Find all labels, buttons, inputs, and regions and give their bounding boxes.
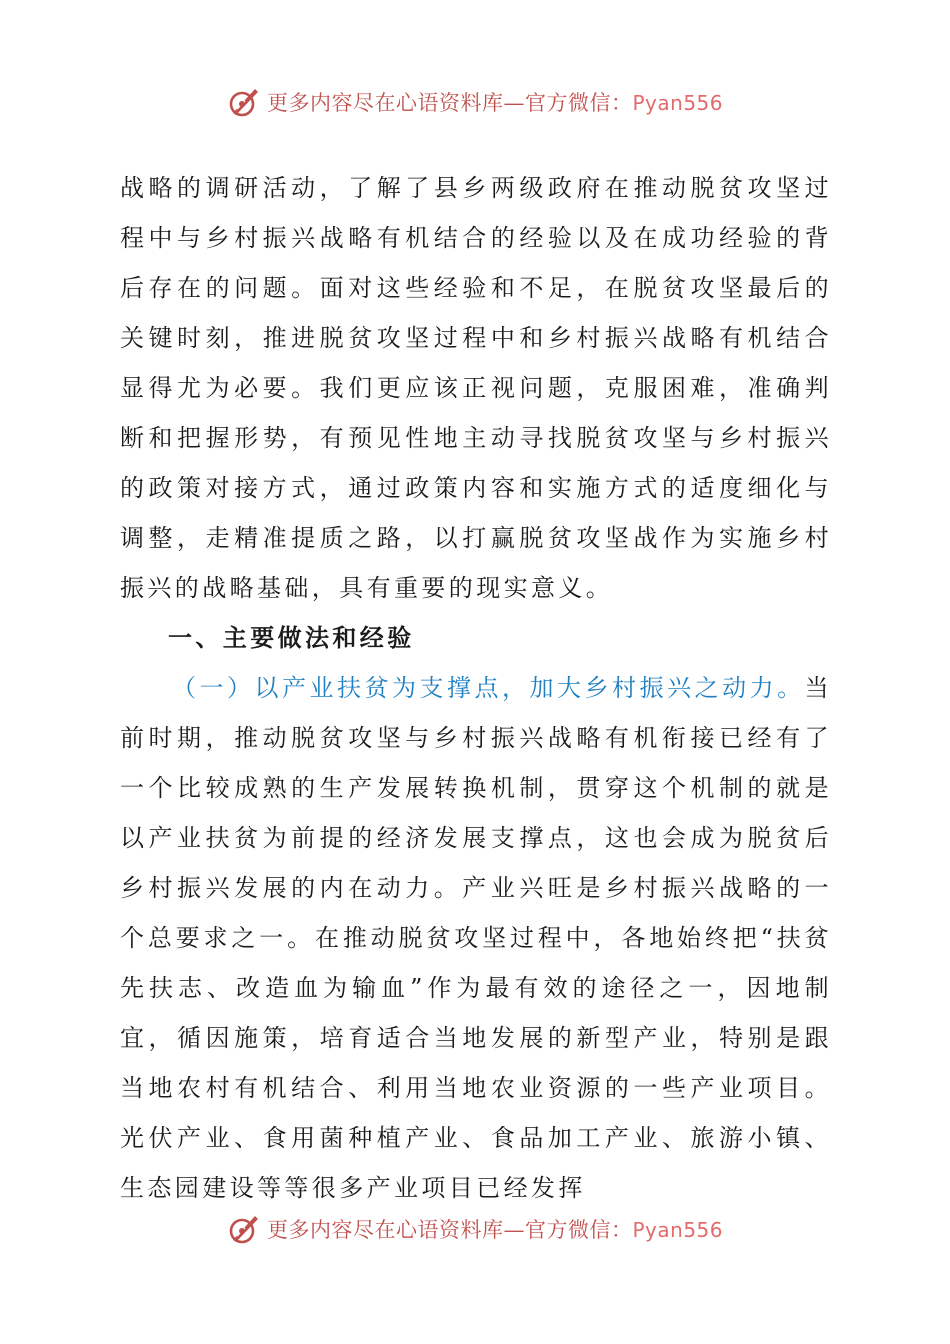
header-banner-text: 更多内容尽在心语资料库—官方微信：Pyan556 bbox=[266, 91, 723, 115]
wechat-id: Pyan556 bbox=[632, 91, 723, 115]
body-paragraph-2 bbox=[120, 663, 832, 1213]
subsection-heading: （一）以产业扶贫为支撑点，加大乡村振兴之动力。 bbox=[172, 674, 805, 702]
section-heading: 一、主要做法和经验 bbox=[168, 624, 415, 652]
quill-pen-icon bbox=[227, 1212, 261, 1246]
body-paragraph-2-text: 当前时期，推动脱贫攻坚与乡村振兴战略有机衔接已经有了一个比较成熟的生产发展转换机制，贯穿这个机制的就是以产业扶贫为前提的经济发展支撑点，这也会成为脱贫后乡村振兴发展的内在动力。产业兴旺是乡村振兴战略的一个总要求之一。在推动脱贫攻坚过程中，各地始终把“扶贫先扶志、改造血为输血”作为最有效的途径之一，因地制宜，循因施策，培育适合当地发展的新型产业，特别是跟当地农村有机结合、利用当地农业资源的一些产业项目。光伏产业、食用菌种植产业、食品加工产业、旅游小镇、生态园建设等等很多产业项目已经发挥 bbox=[120, 674, 832, 1202]
wechat-id: Pyan556 bbox=[632, 1218, 723, 1242]
footer-banner-text: 更多内容尽在心语资料库—官方微信：Pyan556 bbox=[266, 1218, 723, 1242]
body-paragraph-1: 战略的调研活动，了解了县乡两级政府在推动脱贫攻坚过程中与乡村振兴战略有机结合的经验以及在成功经验的背后存在的问题。面对这些经验和不足，在脱贫攻坚最后的关键时刻，推进脱贫攻坚过程中和乡村振兴战略有机结合显得尤为必要。我们更应该正视问题，克服困难，准确判断和把握形势，有预见性地主动寻找脱贫攻坚与乡村振兴的政策对接方式，通过政策内容和实施方式的适度细化与调整，走精准提质之路，以打赢脱贫攻坚战作为实施乡村振兴的战略基础，具有重要的现实意义。 bbox=[120, 174, 832, 602]
document-body bbox=[120, 163, 832, 1213]
header-banner bbox=[0, 82, 950, 122]
quill-pen-icon bbox=[227, 85, 261, 119]
footer-banner bbox=[0, 1209, 950, 1249]
